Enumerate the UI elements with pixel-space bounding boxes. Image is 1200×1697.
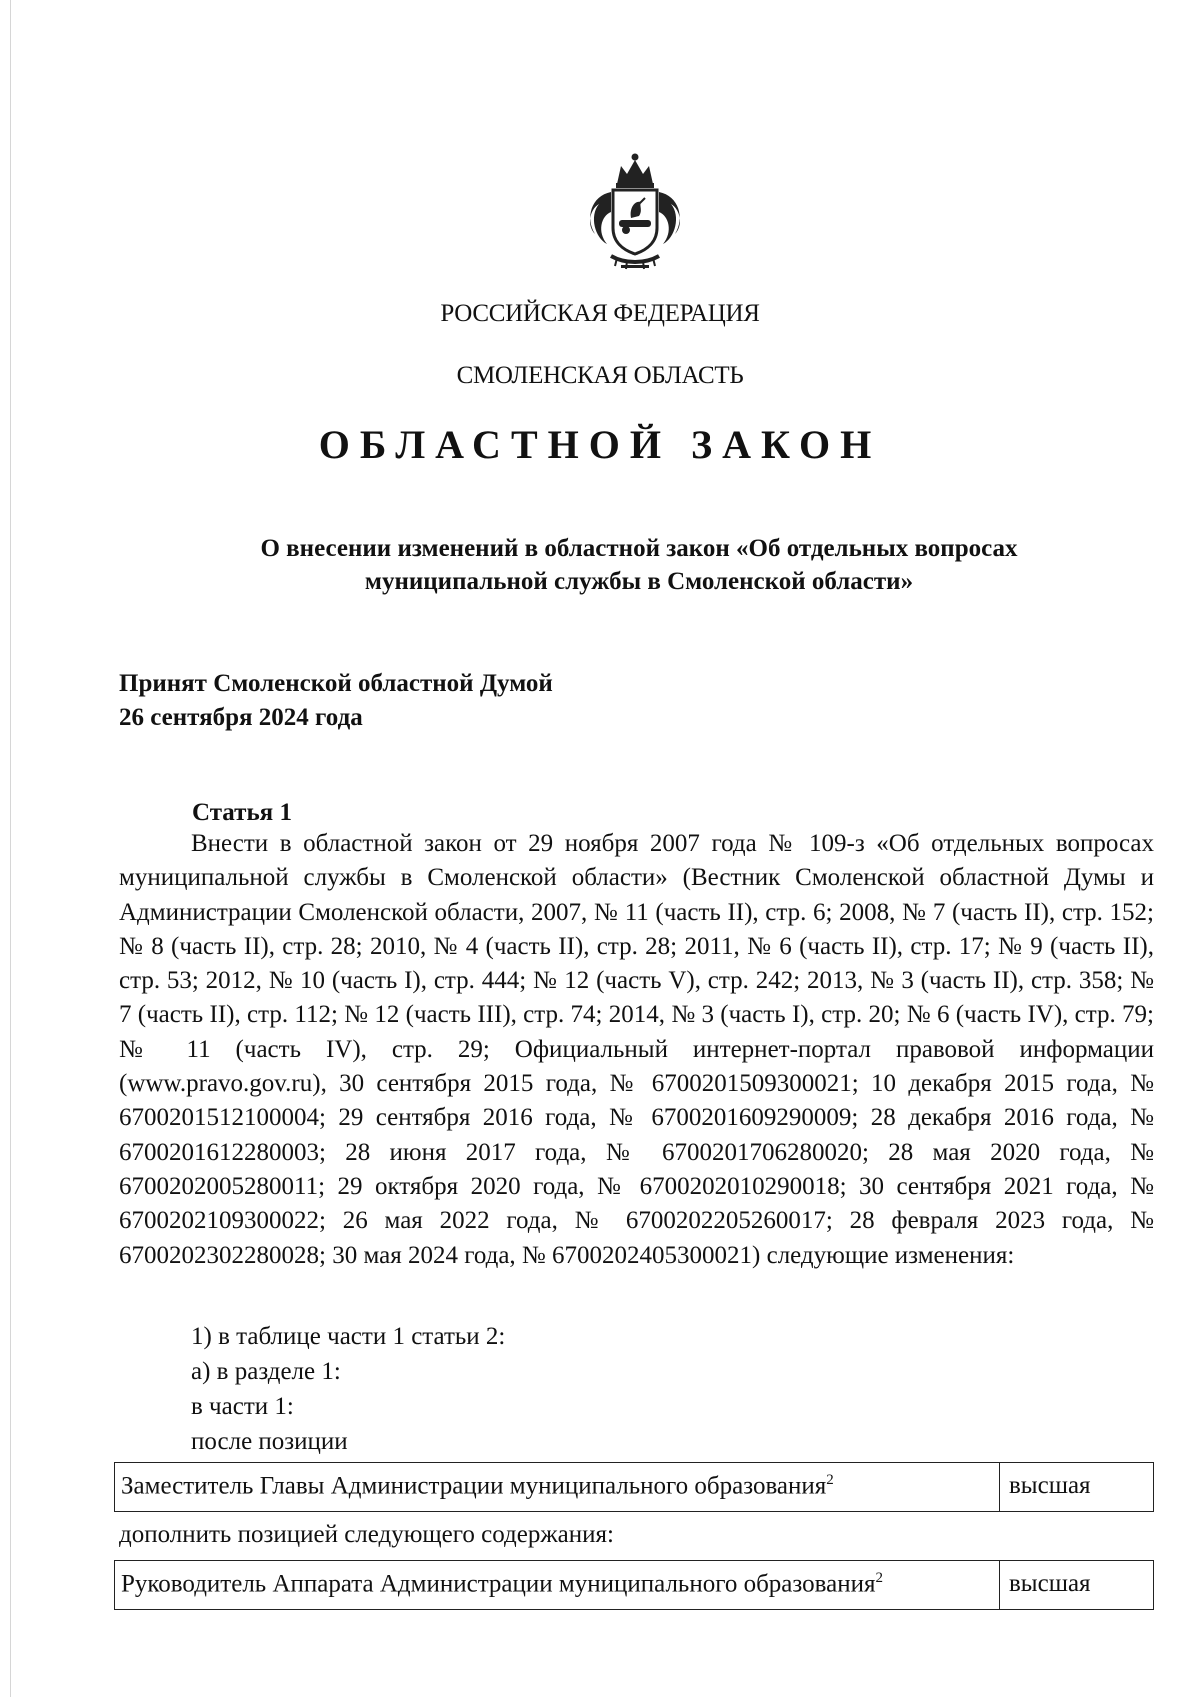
- law-subject-line-1: О внесении изменений в областной закон «Об отдельных вопросах: [260, 535, 1018, 562]
- article-title: Статья 1: [192, 799, 292, 826]
- amendment-item-3: в части 1:: [191, 1393, 294, 1420]
- add-position-note: дополнить позицией следующего содержания:: [119, 1521, 614, 1548]
- law-subject-line-2: муниципальной службы в Смоленской области»: [364, 568, 914, 595]
- region-heading: СМОЛЕНСКАЯ ОБЛАСТЬ: [456, 362, 744, 389]
- position-category-cell: высшая: [1009, 1472, 1091, 1499]
- adoption-info: [119, 667, 553, 735]
- position-name-cell: [115, 1561, 1000, 1609]
- law-subject: [0, 532, 1200, 598]
- footnote-marker: 2: [875, 1570, 883, 1586]
- position-name: Руководитель Аппарата Администрации муниципального образования: [121, 1570, 876, 1598]
- position-table-existing: [114, 1462, 1154, 1512]
- adoption-body: Принят Смоленской областной Думой: [119, 670, 553, 697]
- scan-edge-line: [10, 0, 11, 1697]
- footnote-marker: 2: [826, 1472, 834, 1488]
- amendment-item-2: а) в разделе 1:: [191, 1358, 341, 1385]
- country-heading: РОССИЙСКАЯ ФЕДЕРАЦИЯ: [440, 300, 760, 327]
- article-body-paragraph: Внести в областной закон от 29 ноября 2007 года № 109-з «Об отдельных вопросах муниципальной службы в Смоленской области» (Вестник Смоленской областной Думы и Администрации Смоленской области, 2007, № 11 (часть II), стр. 6; 2008, № 7 (часть II), стр. 152; № 8 (часть II), стр. 28; 2010, № 4 (часть II), стр. 28; 2011, № 6 (часть II), стр. 17; № 9 (часть II), стр. 53; 2012, № 10 (часть I), стр. 444; № 12 (часть V), стр. 242; 2013, № 3 (часть II), стр. 358; № 7 (часть II), стр. 112; № 12 (часть III), стр. 74; 2014, № 3 (часть I), стр. 20; № 6 (часть IV), стр. 79; № 11 (часть IV), стр. 29; Официальный интернет-портал правовой информации (www.pravo.gov.ru), 30 сентября 2015 года, № 6700201509300021; 10 декабря 2015 года, № 6700201512100004; 29 сентября 2016 года, № 6700201609290009; 28 декабря 2016 года, № 6700201612280003; 28 июня 2017 года, № 6700201706280020; 28 мая 2020 года, № 6700202005280011; 29 октября 2020 года, № 6700202010290018; 30 сентября 2021 года, № 6700202109300022; 26 мая 2022 года, № 6700202205260017; 28 февраля 2023 года, № 6700202302280028; 30 мая 2024 года, № 6700202405300021) следующие изменения:: [119, 830, 1154, 1269]
- position-category-cell: высшая: [1009, 1570, 1091, 1597]
- coat-of-arms-icon: [581, 146, 689, 274]
- amendment-item-1: 1) в таблице части 1 статьи 2:: [191, 1323, 506, 1350]
- amendment-item-4: после позиции: [191, 1428, 348, 1455]
- position-table-new: [114, 1560, 1154, 1610]
- position-name: Заместитель Главы Администрации муниципального образования: [121, 1472, 827, 1500]
- position-name-cell: [115, 1463, 1000, 1511]
- law-type-title: ОБЛАСТНОЙ ЗАКОН: [318, 422, 882, 467]
- adoption-date: 26 сентября 2024 года: [119, 704, 363, 731]
